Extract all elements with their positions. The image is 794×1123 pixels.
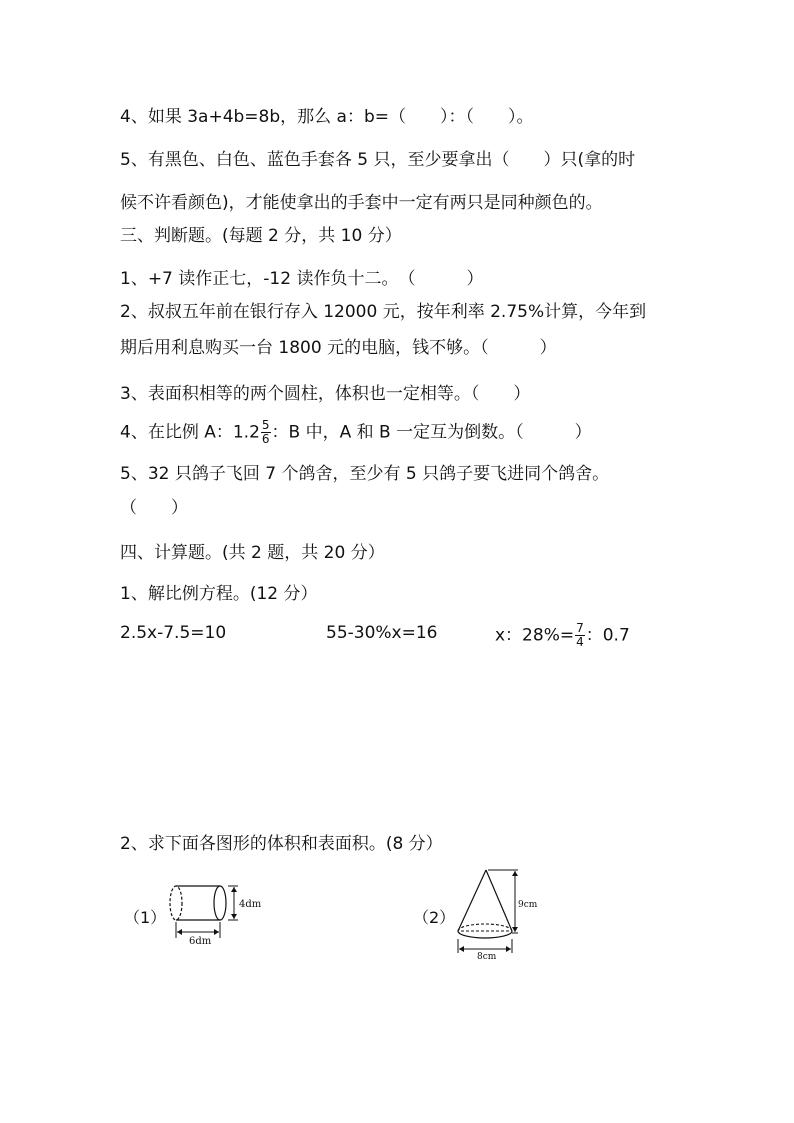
figure-2-label: （2） [413,908,456,927]
judge-q4-text-after: ：B 中，A 和 B 一定互为倒数。（ ） [271,422,592,443]
cylinder-length-label: 6dm [189,936,212,947]
fill-blank-q5-line2: 候不许看颜色)，才能使拿出的手套中一定有两只是同种颜色的。 [120,193,603,213]
figure-1-label: （1） [124,908,167,927]
judge-q3: 3、表面积相等的两个圆柱，体积也一定相等。（ ） [120,384,531,404]
cylinder-figure [164,880,284,950]
equation-3-after: ：0.7 [585,625,630,646]
judge-q4-fraction [261,419,271,446]
fraction-denominator: 4 [576,635,584,649]
calc-q1-title: 1、解比例方程。(12 分） [120,584,318,604]
judge-q5-line1: 5、32 只鸽子飞回 7 个鸽舍，至少有 5 只鸽子要飞进同个鸽舍。 [120,464,610,484]
fraction-numerator: 5 [261,418,270,432]
cone-height-label: 9cm [518,900,538,910]
judge-q1: 1、+7 读作正七，-12 读作负十二。 （ ） [120,269,484,289]
equation-3-fraction [575,622,585,649]
cone-figure [452,865,562,960]
judge-q2-line1: 2、叔叔五年前在银行存入 12000 元，按年利率 2.75%计算，今年到 [120,302,647,322]
judge-q2-line2: 期后用利息购买一台 1800 元的电脑，钱不够。（ ） [120,338,557,358]
equation-3-before: x：28%= [495,625,575,646]
fill-blank-q5-line1: 5、有黑色、白色、蓝色手套各 5 只，至少要拿出（ ）只(拿的时 [120,150,636,170]
fraction-denominator: 6 [261,432,270,446]
fraction-numerator: 7 [576,621,584,635]
fill-blank-q4: 4、如果 3a+4b=8b，那么 a：b=（ ）：（ ）。 [120,107,534,127]
equation-1: 2.5x-7.5=10 [120,623,227,643]
cone-diameter-label: 8cm [477,952,497,960]
judge-q5-line2: （ ） [120,498,188,518]
equation-2: 55-30%x=16 [326,623,438,643]
judge-q4 [120,419,592,446]
calc-q2-title: 2、求下面各图形的体积和表面积。(8 分） [120,834,443,854]
cylinder-height-label: 4dm [239,899,262,910]
equation-3 [495,622,630,649]
section4-title: 四、计算题。(共 2 题，共 20 分） [120,543,385,563]
judge-q4-text-before: 4、在比例 A：1.2 [120,422,260,443]
section3-title: 三、判断题。(每题 2 分，共 10 分） [120,226,402,246]
